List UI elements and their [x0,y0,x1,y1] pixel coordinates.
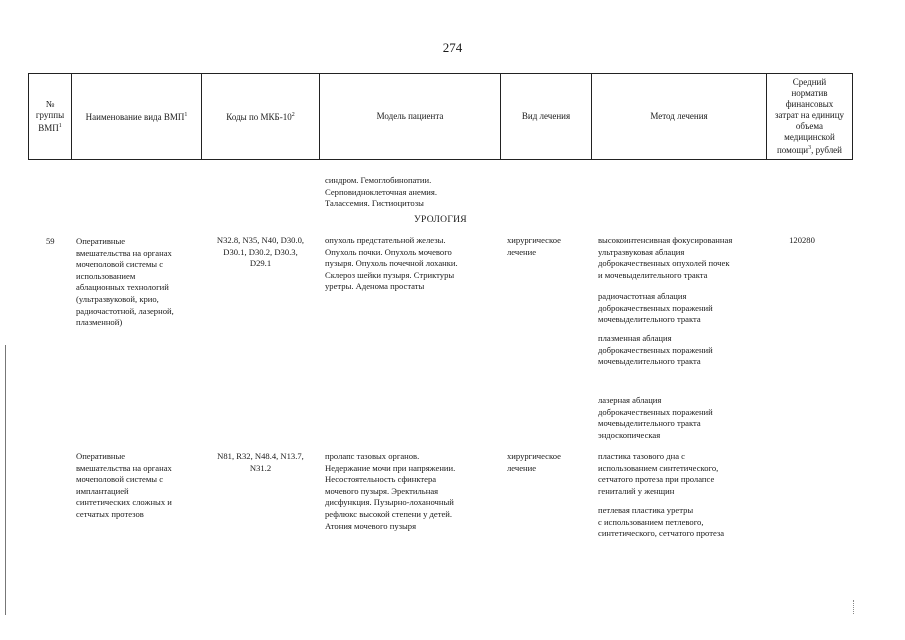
row2-method-2: петлевая пластика уретры с использованием петлевого, синтетического, сетчатого протеза [598,505,725,539]
header-icd-codes-text: Коды по МКБ-10 [226,112,292,122]
row1-method-3: плазменная аблация доброкачественных поражений мочевыделительного тракта [598,333,713,367]
header-treatment-method [592,74,766,159]
header-treatment-type [501,74,591,159]
row1-method-1: высокоинтенсивная фокусированная ультразвуковая аблация доброкачественных опухолей почек и мочевыделительного тракта [598,235,733,280]
header-vmp-name-footnote: 1 [184,112,188,118]
row2-treatment-type: хирургическое лечение [507,451,561,473]
page-number: 274 [442,40,463,55]
row1-method-2: радиочастотная аблация доброкачественных поражений мочевыделительного тракта [598,291,713,325]
header-group-number [29,74,71,159]
header-vmp-name [72,74,201,159]
header-divider-7 [852,73,853,160]
continuation-patient-model: синдром. Гемоглобинопатии. Серповидноклеточная анемия. Талассемия. Гистиоцитозы [325,175,437,209]
section-title: УРОЛОГИЯ [414,215,467,225]
header-icd-codes-footnote: 2 [291,112,295,118]
header-patient-model-text: Модель пациента [376,111,444,121]
row1-method-4: лазерная аблация доброкачественных поражений мочевыделительного тракта эндоскопическая [598,395,713,440]
header-group-number-footnote: 1 [58,123,62,129]
header-patient-model [320,74,500,159]
header-cost [767,74,852,159]
scan-edge-line [5,345,6,615]
header-group-number-text: № группы ВМП [35,99,65,133]
row1-icd-codes: N32.8, N35, N40, D30.0, D30.1, D30.2, D30.3, D29.1 [216,235,305,269]
scan-dots [853,600,855,614]
header-treatment-method-text: Метод лечения [650,111,708,121]
row2-vmp-name: Оперативные вмешательства на органах мочеполовой системы с имплантацией синтетических сложных и сетчатых протезов [76,451,172,519]
row2-icd-codes: N81, R32, N48.4, N13.7, N31.2 [217,451,304,473]
row1-patient-model: опухоль предстательной железы. Опухоль почки. Опухоль мочевого пузыря. Опухоль почечной лоханки. Склероз шейки пузыря. Стриктуры уретры. Аденома простаты [325,235,458,292]
header-vmp-name-text: Наименование вида ВМП [85,112,185,122]
row1-vmp-name: Оперативные вмешательства на органах мочеполовой системы с использованием аблационных технологий (ультразвуковой, крио, радиочастотной, лазерной, плазменной) [76,236,174,328]
header-icd-codes [202,74,319,159]
row1-group-number: 59 [46,236,55,246]
table-header-bottom-border [28,159,853,160]
row2-patient-model: пролапс тазовых органов. Недержание мочи при напряжении. Несостоятельность сфинктера мочевого пузыря. Эректильная дисфункция. Пузырно-лоханочный рефлюкс высокой степени у детей. Атония мочевого пузыря [325,451,456,531]
header-cost-footnote: 3 [808,145,812,151]
header-treatment-type-text: Вид лечения [521,111,571,121]
row1-treatment-type: хирургическое лечение [507,235,561,257]
row1-cost: 120280 [789,235,815,245]
header-cost-text: Средний норматив финансовых затрат на единицу объема медицинской помощи [774,77,845,155]
row2-method-1: пластика тазового дна с использованием синтетического, сетчатого протеза при пролапсе гениталий у женщин [598,451,719,496]
header-cost-unit: , рублей [811,145,842,155]
